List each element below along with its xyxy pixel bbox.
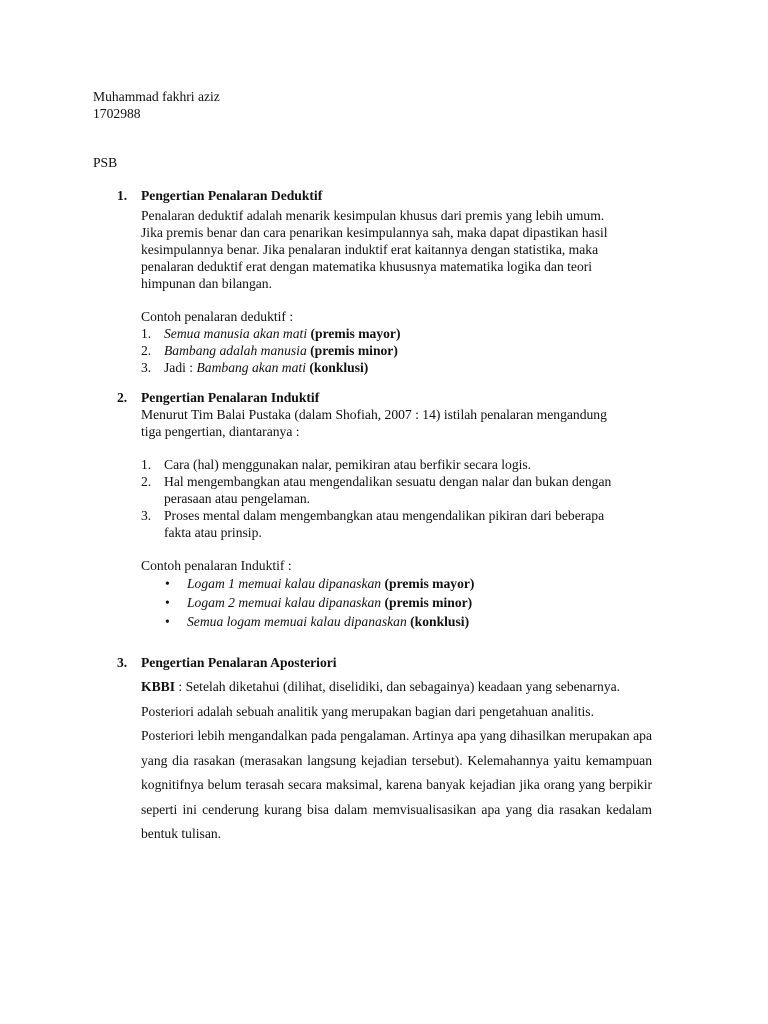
premise-tag: (premis mayor): [384, 576, 475, 591]
list-number: 2.: [141, 343, 152, 358]
bullet-icon: •: [165, 595, 170, 610]
bullet-item: [141, 613, 677, 630]
list-number: 3.: [141, 508, 152, 523]
paragraph: Posteriori adalah sebuah analitik yang merupakan bagian dari pengetahuan analitis.: [141, 703, 594, 719]
course-code: PSB: [93, 155, 118, 170]
premise-text: Semua logam memuai kalau dipanaskan: [187, 614, 407, 629]
student-id: 1702988: [93, 106, 141, 121]
paragraph-line: himpunan dan bilangan.: [141, 276, 272, 291]
section-number: 2.: [117, 390, 128, 405]
section-body: [141, 406, 677, 630]
list-item: [141, 473, 677, 507]
section-body: [141, 675, 652, 847]
premise-text: Semua manusia akan mati: [164, 326, 308, 341]
kbbi-text: : Setelah diketahui (dilihat, diselidiki, dan sebagainya) keadaan yang sebenarnya.: [175, 679, 621, 694]
example-label: Contoh penalaran Induktif :: [141, 558, 292, 573]
premise-text: Bambang adalah manusia: [164, 343, 307, 358]
paragraph-line: tiga pengertian, diantaranya :: [141, 424, 300, 439]
section-title: Pengertian Penalaran Induktif: [141, 390, 320, 405]
paragraph-line: Menurut Tim Balai Pustaka (dalam Shofiah, 2007 : 14) istilah penalaran mengandung: [141, 407, 607, 422]
list-text: fakta atau prinsip.: [164, 525, 262, 540]
premise-text: Logam 2 memuai kalau dipanaskan: [187, 595, 382, 610]
section-number: 1.: [117, 188, 128, 203]
list-number: 2.: [141, 474, 152, 489]
list-item: [141, 456, 677, 473]
section-title: Pengertian Penalaran Deduktif: [141, 188, 323, 203]
bullet-icon: •: [165, 614, 170, 629]
section-body: [141, 207, 677, 376]
author-block: [93, 88, 220, 122]
conclusion-prefix: Jadi :: [164, 360, 197, 375]
list-item: [141, 507, 677, 541]
list-number: 3.: [141, 360, 152, 375]
paragraph: Posteriori lebih mengandalkan pada pengalaman. Artinya apa yang dihasilkan merupakan apa yang dia rasakan (merasakan langsung kejadian tersebut). Kelemahannya yaitu kemampuan kognitifnya belum terasah secara maksimal, karena banyak kejadian jika orang yang berpikir seperti ini cenderung kurang bisa dalam memvisualisasikan apa yang dia rasakan kedalam bentuk tulisan.: [141, 728, 652, 841]
premise-tag: (premis mayor): [310, 326, 401, 341]
list-text: perasaan atau pengelaman.: [164, 491, 311, 506]
section-number: 3.: [117, 655, 128, 670]
bullet-icon: •: [165, 576, 170, 591]
list-item: [141, 325, 677, 342]
list-text: Cara (hal) menggunakan nalar, pemikiran atau berfikir secara logis.: [164, 457, 532, 472]
paragraph-line: penalaran deduktif erat dengan matematika khususnya matematika logika dan teori: [141, 259, 593, 274]
list-item: [141, 342, 677, 359]
list-number: 1.: [141, 457, 152, 472]
premise-text: Bambang akan mati: [196, 360, 306, 375]
paragraph-line: kesimpulannya benar. Jika penalaran induktif erat kaitannya dengan statistika, maka: [141, 242, 599, 257]
bullet-item: [141, 594, 677, 611]
section-title: Pengertian Penalaran Aposteriori: [141, 655, 337, 670]
list-text: Proses mental dalam mengembangkan atau mengendalikan pikiran dari beberapa: [164, 508, 605, 523]
example-label: Contoh penalaran deduktif :: [141, 309, 294, 324]
premise-tag: (konklusi): [410, 614, 470, 629]
kbbi-term: KBBI: [141, 679, 175, 694]
premise-text: Logam 1 memuai kalau dipanaskan: [187, 576, 382, 591]
list-item: [141, 359, 677, 376]
premise-tag: (premis minor): [384, 595, 473, 610]
list-number: 1.: [141, 326, 152, 341]
paragraph-line: Jika premis benar dan cara penarikan kesimpulannya sah, maka dapat dipastikan hasil: [141, 225, 608, 240]
premise-tag: (konklusi): [309, 360, 369, 375]
premise-tag: (premis minor): [310, 343, 398, 358]
paragraph-line: Penalaran deduktif adalah menarik kesimpulan khusus dari premis yang lebih umum.: [141, 208, 605, 223]
kbbi-definition: [141, 675, 652, 700]
list-text: Hal mengembangkan atau mengendalikan sesuatu dengan nalar dan bukan dengan: [164, 474, 612, 489]
bullet-item: [141, 575, 677, 592]
author-name: Muhammad fakhri aziz: [93, 89, 220, 104]
